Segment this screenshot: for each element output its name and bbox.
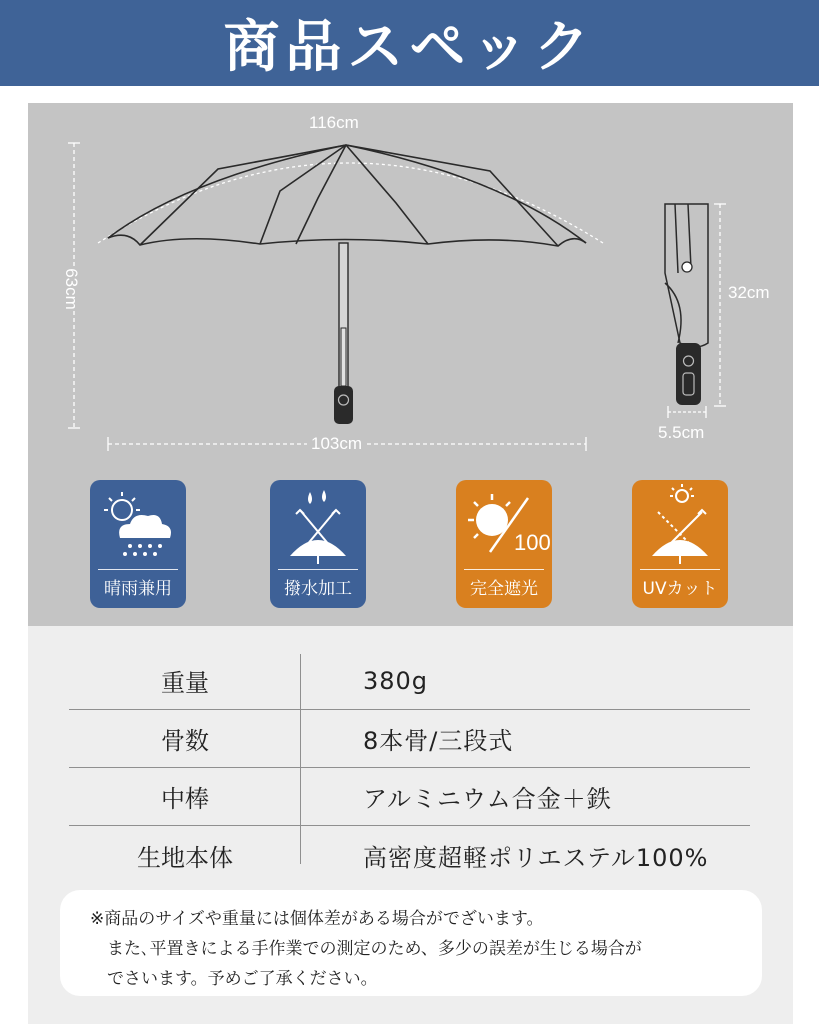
svg-text:100: 100 (514, 530, 551, 555)
width-label: 103cm (307, 434, 366, 454)
feature-label: 晴雨兼用 (104, 579, 172, 599)
folded-width-label: 5.5cm (658, 423, 705, 442)
span-label: 116cm (305, 113, 363, 133)
spec-key: 中棒 (161, 785, 209, 813)
uv-cut-icon (632, 480, 728, 572)
spec-value: アルミニウム合金＋鉄 (363, 785, 612, 813)
spec-row-shaft (69, 768, 750, 826)
feature-label: UVカット (642, 579, 718, 599)
badge-divider (278, 569, 358, 570)
folded-length-label: 32cm (728, 283, 770, 302)
water-repellent-icon (270, 480, 366, 572)
feature-water-repellent (270, 480, 366, 608)
header-banner (0, 0, 819, 86)
sun-shade-100-icon (456, 480, 552, 572)
feature-sun-rain (90, 480, 186, 608)
spec-value: 8本骨/三段式 (363, 727, 514, 755)
feature-label: 完全遮光 (470, 579, 538, 599)
spec-table (69, 652, 750, 884)
spec-value: 高密度超軽ポリエステル100% (363, 843, 709, 872)
feature-full-shade (456, 480, 552, 608)
spec-row-ribs (69, 710, 750, 768)
badge-divider (98, 569, 178, 570)
badge-divider (640, 569, 720, 570)
size-diagram (28, 103, 793, 626)
height-label: 63cm (61, 268, 81, 310)
spec-key: 骨数 (161, 727, 209, 755)
note-line: また､平置きによる手作業での測定のため、多少の誤差が生じる場合が (107, 939, 642, 959)
spec-row-fabric (69, 826, 750, 884)
spec-key: 重量 (161, 669, 209, 697)
spec-value: 380g (363, 666, 429, 695)
page-title: 商品スペック (223, 14, 596, 80)
badge-divider (464, 569, 544, 570)
spec-key: 生地本体 (137, 843, 233, 872)
feature-label: 撥水加工 (284, 579, 352, 599)
feature-uv-cut (632, 480, 728, 608)
disclaimer-note (60, 890, 762, 996)
spec-row-weight (69, 652, 750, 710)
note-line: でさいます。予めご了承ください。 (107, 969, 378, 989)
note-line: ※商品のサイズや重量には個体差がある場合がでざいます。 (90, 909, 544, 929)
sun-cloud-rain-icon (90, 480, 186, 572)
spec-section (28, 626, 793, 1024)
